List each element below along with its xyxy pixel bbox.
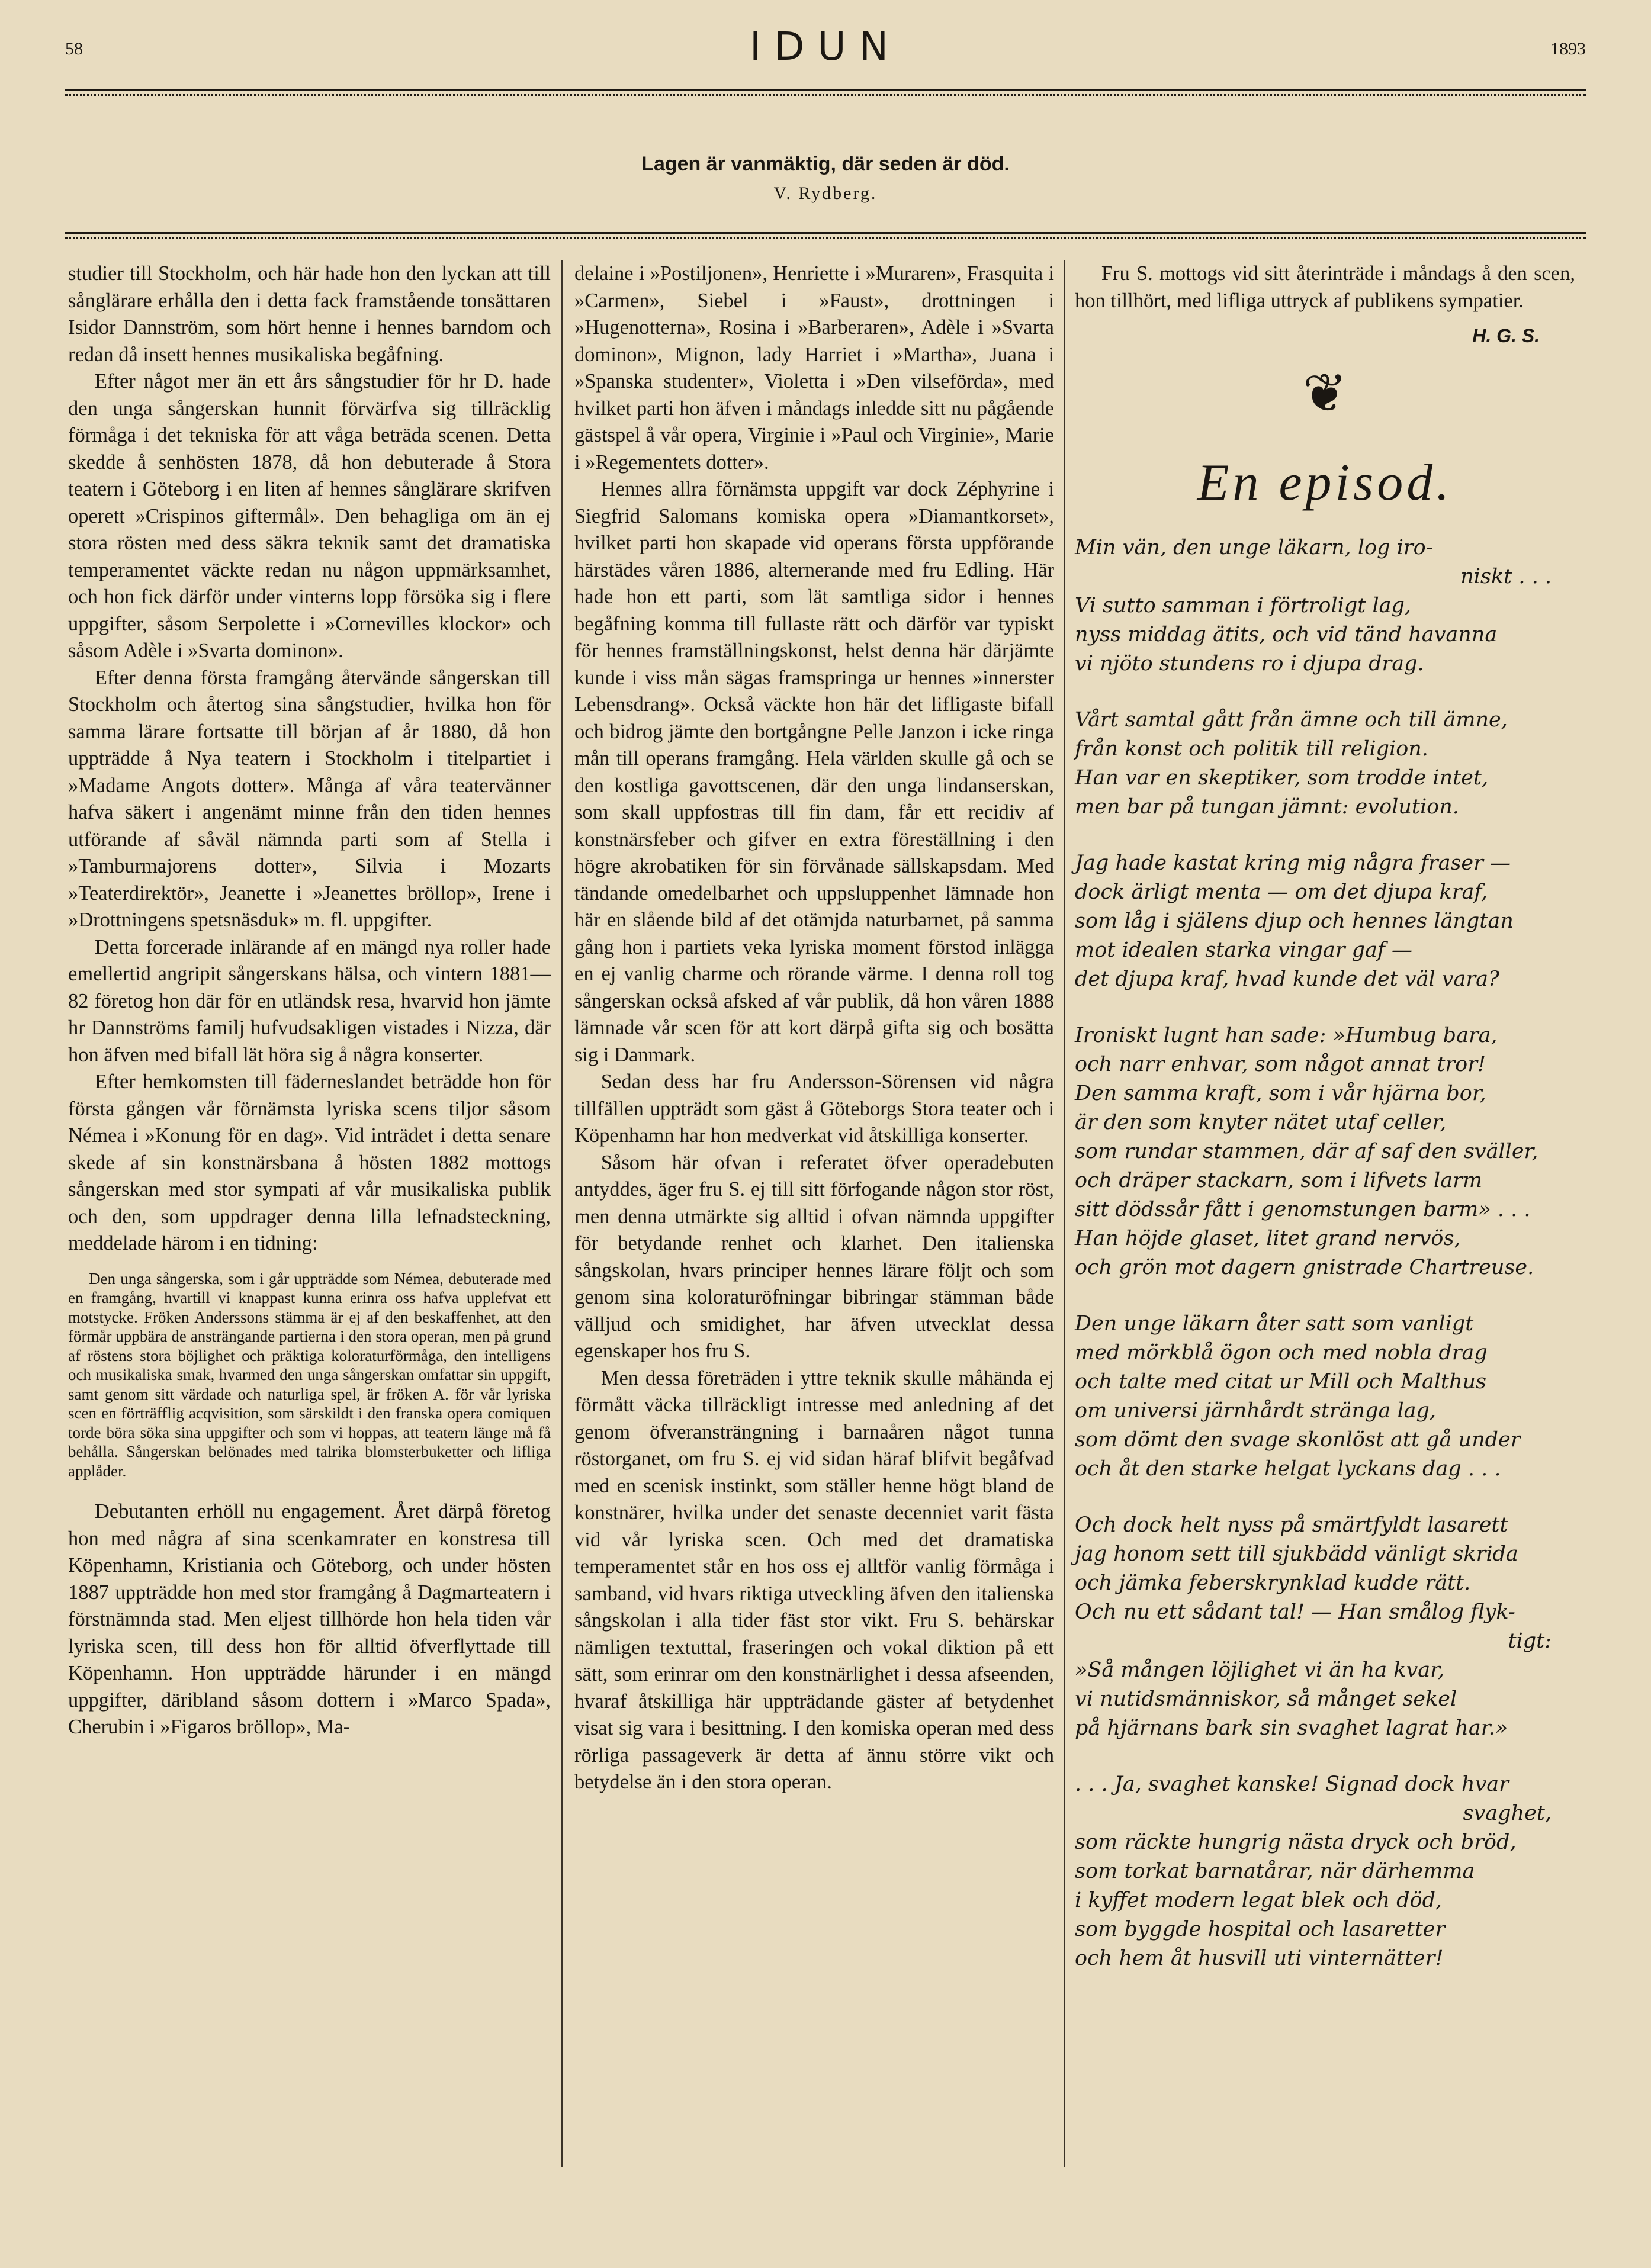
poem-line: och grön mot dagern gnistrade Chartreuse. [1075,1255,1534,1279]
page-number: 58 [65,39,83,59]
poem-line: jag honom sett till sjukbädd vänligt skrida [1075,1542,1518,1566]
poem-line: Han var en skeptiker, som trodde intet, [1075,765,1489,790]
poem-line: som dömt den svage skonlöst att gå under [1075,1427,1521,1452]
poem-line: från konst och politik till religion. [1075,736,1428,761]
poem-line: . . . Ja, svaghet kanske! Signad dock hvar [1075,1772,1509,1796]
poem-line: Jag hade kastat kring mig några fraser — [1075,851,1511,875]
column-divider-2 [1064,260,1065,2167]
poem-line: Den samma kraft, som i vår hjärna bor, [1075,1081,1486,1105]
column-divider-1 [561,260,563,2167]
paragraph: studier till Stockholm, och här hade hon den lyckan att till sånglärare erhålla den i detta fack framstående tonsättaren Isidor Dannström, som hört henne i hennes barndom och redan då insett hennes musikaliska begåfning. [68,262,551,366]
newspaper-quote: Den unga sångerska, som i går uppträdde som Némea, debuterade med en framgång, hvartill vi knappast kunna erinra oss hafva upplefvat ett motstycke. Fröken Anderssons stämma är ej af den beskaffenhet, att den förmår uppbära de ansträngande partierna i den stora operan, men på grund af röstens stora böjlighet och präktiga koloraturförmåga, den intelligens och musikaliska smak, hvarmed den unga sångerskan omfattar sin uppgift, samt genom sitt värdade och naturliga spel, är fröken A. för vår lyriska scen en förträfflig acqvisition, som särskildt i den franska opera comiquen torde böra söka sina uppgifter och som vi hoppas, att teatern länge må få behålla. Sångerskan belönades med talrika blomsterbuketter och lifliga applåder. [68,1269,551,1480]
poem-stanza [1075,1511,1575,1743]
paragraph: delaine i »Postiljonen», Henriette i »Muraren», Frasquita i »Carmen», Siebel i »Faust», drottningen i »Hugenotterna», Rosina i »Barberaren», Adèle i »Svarta dominon», Mignon, lady Harriet i »Martha», Juana i »Spanska studenter», Violetta i »Den vilseförda», med hvilket parti hon äfven i måndags inledde sitt nu pågående gästspel å vår opera, Virginie i »Paul och Virginie», Marie i »Regementets dotter». [574,262,1054,474]
poem-line: är den som knyter nätet utaf celler, [1075,1110,1447,1134]
poem-stanza [1075,1021,1575,1282]
poem-line: och åt den starke helgat lyckans dag . . . [1075,1456,1501,1481]
poem-line: i kyffet modern legat blek och död, [1075,1888,1443,1912]
poem-line: dock ärligt menta — om det djupa kraf, [1075,880,1488,904]
poem-stanza [1075,533,1575,678]
poem-stanza [1075,849,1575,994]
poem-line: Ironiskt lugnt han sade: »Humbug bara, [1075,1023,1498,1047]
poem-line: om universi järnhårdt stränga lag, [1075,1398,1437,1423]
poem-line: tigt: [1508,1629,1552,1653]
poem-line: sitt dödssår fått i genomstungen barm» . . . [1075,1197,1531,1221]
motto-author: V. Rydberg. [773,184,878,203]
paragraph: Hennes allra förnämsta uppgift var dock Zéphyrine i Siegfrid Salomans komiska opera »Diamantkorset», hvilket parti hon skapade vid operans första uppförande härstädes våren 1886, alternerande med fru Edling. Här hade hon ett parti, som lät samtliga sidor i hennes begåfning komma till fullaste rätt och därför var typiskt för hennes framställningskonst, helst denna här därjämte kunde i viss mån sägas framspringa ur hennes »innerster Lebensdrang». Också väckte hon här det lifligaste bifall och bidrog jämte den bortgångne Pelle Janzon i icke ringa mån till operans framgång. Hela världen skulle gå och se den kostliga gavottscenen, där den unga lindanserskan, som skall uppfostras till fin dam, får ett recidiv af konstnärsfeber och gifver en extra föreställning i den högre akrobatiken för sin förvånade sällskapsdam. Med tändande omedelbarhet och uppsluppenhet lämnade hon här en slående bild af det otämjda naturbarnet, på samma gång hon i partiets veka lyriska moment förstod inlägga en ej vanlig charme och rörande värme. I denna roll tog sångerskan också afsked af vår publik, då hon våren 1888 lämnade vår scen för att kort därpå gifta sig och bosätta sig i Danmark. [574,478,1054,1066]
motto-ornament-rule [65,232,1586,239]
header-ornament-rule [65,89,1586,96]
paragraph: Efter något mer än ett års sångstudier för hr D. hade den unga sångerskan hunnit förvärfva sig tillräcklig förmåga i det tekniska för att våga beträda scenen. Detta skedde å senhösten 1878, då hon debuterade å Stora teatern i Göteborg i en liten af hennes sånglärare skrifven operett »Crispinos giftermål». Den behagliga om än ej stora rösten med dess säkra teknik samt det dramatiska temperamentet väckte redan nu någon uppmärksamhet, och hon fick därför under vinterns lopp försöka sig i flere uppgifter, såsom Serpolette i »Cornevilles klockor» och såsom Adèle i »Svarta dominon». [68,370,551,662]
paragraph: Fru S. mottogs vid sitt återinträde i måndags å den scen, hon tillhört, med lifliga uttryck af publikens sympatier. [1075,262,1575,312]
poem-line: Och dock helt nyss på smärtfyldt lasarett [1075,1513,1508,1537]
poem-line: Vårt samtal gått från ämne och till ämne, [1075,707,1508,732]
poem-line: som byggde hospital och lasaretter [1075,1917,1446,1941]
paragraph: Sedan dess har fru Andersson-Sörensen vid några tillfällen uppträdt som gäst å Göteborgs Stora teater och i Köpenhamn har hon medverkat vid åtskilliga konserter. [574,1070,1054,1147]
article-column-2 [574,260,1054,1796]
poem-line: vi njöto stundens ro i djupa drag. [1075,651,1424,675]
poem-stanza [1075,1770,1575,1973]
article-column-3 [1075,260,1575,2000]
paragraph: Men dessa företräden i yttre teknik skulle måhända ej förmått väcka tillräckligt intresse med anledning af det genom öfveransträngning i barnaåren något tunna röstorganet, om fru S. ej vid sidan häraf blifvit begåfvad med en scenisk instinkt, som ställer henne högt bland de konstnärer, hvilka under det senaste decenniet varit fästa vid vår lyriska scen. Och med det dramatiska temperamentet står en hos oss ej alltför vanlig förmåga i samband, vid hvars riktiga utveckling äfven den italienska sångskolan i alla tider fäst stor vikt. Fru S. behärskar nämligen textuttal, fraseringen och vokal diktion på ett sätt, som erinrar om den konstnärlighet i dessa afseenden, hvaraf åtskilliga här uppträdande gäster af betydenhet visat sig vara i besittning. I den komiska operan med dess rörliga passageverk är detta af ännu större vikt och betydelse än i den stora operan. [574,1366,1054,1793]
poem-line: Han höjde glaset, litet grand nervös, [1075,1226,1461,1250]
poem-title: En episod. [1197,453,1453,511]
poem-line: »Så mången löjlighet vi än ha kvar, [1075,1658,1445,1682]
poem-line: och talte med citat ur Mill och Malthus [1075,1369,1487,1394]
poem-line: och hem åt husvill uti vinternätter! [1075,1946,1444,1970]
poem-line: och jämka feberskrynklad kudde rätt. [1075,1571,1471,1595]
poem-line: som låg i själens djup och hennes längtan [1075,909,1514,933]
flower-ornament-icon: ❦ [1302,364,1348,423]
poem-line: svaghet, [1463,1801,1552,1825]
motto-text: Lagen är vanmäktig, där seden är död. [641,153,1010,175]
paragraph: Efter denna första framgång återvände sångerskan till Stockholm och återtog sina sångstudier, hvilka hon för samma lärare fortsatte till början af år 1880, då hon uppträdde å Nya teatern i Stockholm i titelpartiet i »Madame Angots dotter». Många af våra teatervänner hafva säkert i angenämt minne från den tiden hennes utförande af såväl nämnda parti som af Stella i »Tamburmajorens dotter», Silvia i Mozarts »Teaterdirektör», Jeanette i »Jeanettes bröllop», Irene i »Drottningens spetsnäsduk» m. fl. uppgifter. [68,666,551,931]
page-header [65,24,1586,77]
poem-line: och dräper stackarn, som i lifvets larm [1075,1168,1483,1192]
poem-line: niskt . . . [1460,564,1552,588]
masthead: IDUN [750,24,901,69]
poem-line: nyss middag ätits, och vid tänd havanna [1075,622,1498,646]
issue-year: 1893 [1550,39,1586,59]
poem-line: på hjärnans bark sin svaghet lagrat har.» [1075,1716,1508,1740]
paragraph: Såsom här ofvan i referatet öfver operadebuten antyddes, äger fru S. ej till sitt förfogande någon stor röst, men denna utmärkte sig alltid i ofvan nämnda uppgifter för betydande renhet och klarhet. Den italienska sångskolan, hvars principer hennes lärare följt och som genom sina koloraturöfningar bibringar stämman både välljud och smidighet, har äfven utvecklat dessa egenskaper hos fru S. [574,1151,1054,1362]
poem-line: vi nutidsmänniskor, så månget sekel [1075,1687,1457,1711]
poem-line: Och nu ett sådant tal! — Han smålog flyk- [1075,1600,1515,1624]
poem-line: som rundar stammen, där af saf den sväller, [1075,1139,1538,1163]
poem-line: som torkat barnatårar, när därhemma [1075,1859,1475,1883]
poem-line: Den unge läkarn åter satt som vanligt [1075,1311,1474,1336]
poem-line: men bar på tungan jämnt: evolution. [1075,794,1459,819]
article-column-1 [68,260,551,1741]
poem-line: Vi sutto samman i förtroligt lag, [1075,593,1412,617]
poem-stanza [1075,706,1575,822]
poem-line: som räckte hungrig nästa dryck och bröd, [1075,1830,1517,1854]
poem-line: med mörkblå ögon och med nobla drag [1075,1340,1488,1365]
paragraph: Debutanten erhöll nu engagement. Året därpå företog hon med några af sina scenkamrater en konstresa till Köpenhamn, Kristiania och Göteborg, och under hösten 1887 uppträdde hon med stor framgång å Dagmarteatern i förstnämnda stad. Men eljest tillhörde hon hela tiden vår lyriska scen, till dess hon för alltid öfverflyttade till Köpenhamn. Hon uppträdde härunder i en mängd uppgifter, däribland såsom dottern i »Marco Spada», Cherubin i »Figaros bröllop», Ma- [68,1500,551,1738]
author-signature: H. G. S. [1472,325,1540,346]
poem-line: Min vän, den unge läkarn, log iro- [1075,535,1433,559]
poem-stanza [1075,1310,1575,1484]
poem-line: det djupa kraf, hvad kunde det väl vara? [1075,967,1499,991]
paragraph: Efter hemkomsten till fäderneslandet beträdde hon för första gången vår förnämsta lyriska scens tiljor såsom Némea i »Konung för en dag». Vid inträdet i detta senare skede af sin konstnärsbana å hösten 1882 mottogs sångerskan med stor sympati af vår musikaliska publik och den, som uppdrager denna lilla lefnadsteckning, meddelade härom i en tidning: [68,1070,551,1254]
poem-line: mot idealen starka vingar gaf — [1075,938,1413,962]
poem-line: och narr enhvar, som något annat tror! [1075,1052,1486,1076]
paragraph: Detta forcerade inlärande af en mängd nya roller hade emellertid angripit sångerskans hälsa, och vintern 1881—82 företog hon där för en utländsk resa, hvarvid hon jämte hr Dannströms familj hufvudsakligen vistades i Nizza, där hon äfven med bifall lät höra sig å några konserter. [68,935,551,1066]
